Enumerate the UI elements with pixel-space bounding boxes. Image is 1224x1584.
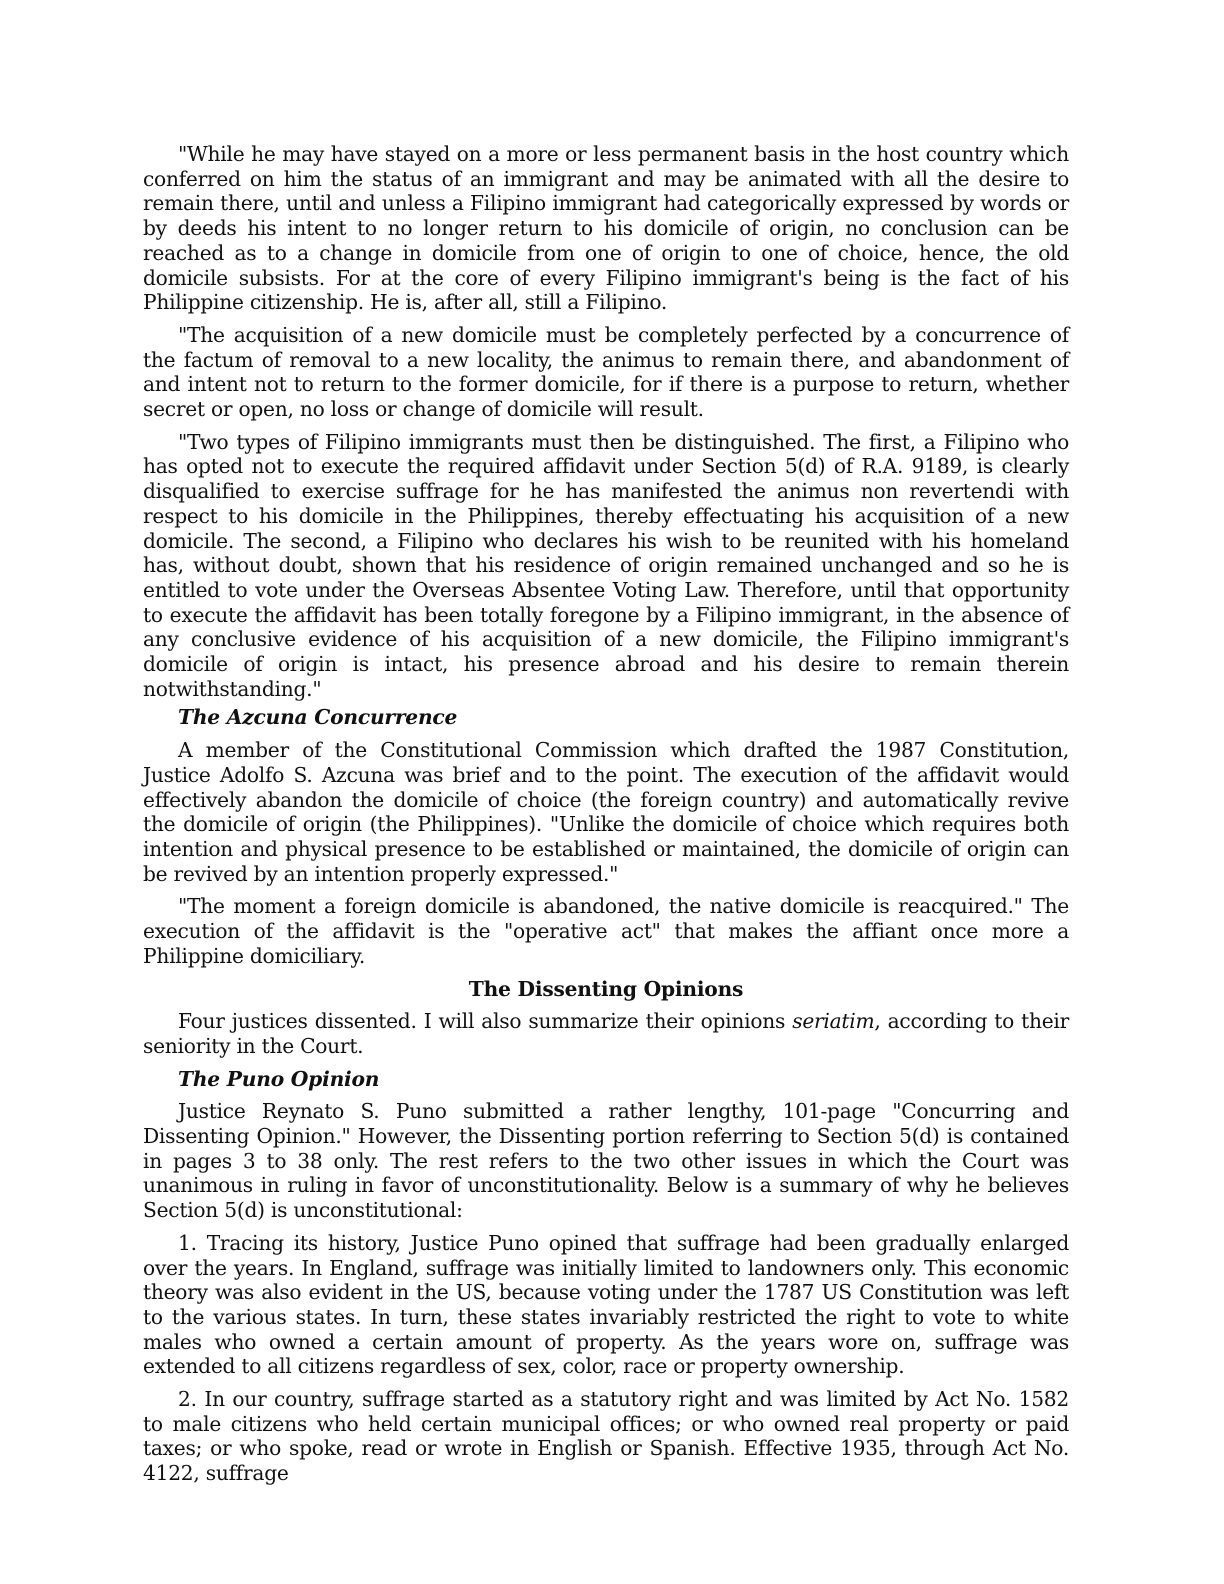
paragraph-item-2-our-country: 2. In our country, suffrage started as a statutory right and was limited by Act No. 1582 to male citizens who held certain municipal offices; or who owned real property or paid taxes; or who spoke, read or wrote in English or Spanish. Effective 1935, through Act No. 4122, suffrage <box>143 1387 1069 1486</box>
paragraph-text-start: Four justices dissented. I will also summarize their opinions <box>178 1009 793 1034</box>
paragraph-azcuna-summary: A member of the Constitutional Commission which drafted the 1987 Constitution, Justice Adolfo S. Azcuna was brief and to the point. The execution of the affidavit would effectively abandon the domicile of choice (the foreign country) and automatically revive the domicile of origin (the Philippines). "Unlike the domicile of choice which requires both intention and physical presence to be established or maintained, the domicile of origin can be revived by an intention properly expressed." <box>143 738 1069 886</box>
heading-azcuna-concurrence: The Azcuna Concurrence <box>178 705 458 730</box>
italic-term-seriatim: seriatim <box>792 1009 875 1034</box>
document-page <box>143 142 1069 1494</box>
paragraph-quote-acquisition-new-domicile: "The acquisition of a new domicile must be completely perfected by a concurrence of the factum of removal to a new locality, the animus to remain there, and abandonment of and intent not to return to the former domicile, for if there is a purpose to return, whether secret or open, no loss or change of domicile will result. <box>143 322 1069 422</box>
heading-dissenting-opinions: The Dissenting Opinions <box>468 976 744 1001</box>
paragraph-item-1-history: 1. Tracing its history, Justice Puno opined that suffrage had been gradually enlarged over the years. In England, suffrage was initially limited to landowners only. This economic theory was also evident in the US, because voting under the 1787 US Constitution was left to the various states. In turn, these states invariably restricted the right to vote to white males who owned a certain amount of property. As the years wore on, suffrage was extended to all citizens regardless of sex, color, race or property ownership. <box>143 1230 1069 1379</box>
paragraph-native-domicile-reacquired: "The moment a foreign domicile is abandoned, the native domicile is reacquired." The execution of the affidavit is the "operative act" that makes the affiant once more a Philippine domiciliary. <box>143 894 1069 968</box>
paragraph-puno-summary: Justice Reynato S. Puno submitted a rather lengthy, 101-page "Concurring and Dissenting Opinion." However, the Dissenting portion referring to Section 5(d) is contained in pages 3 to 38 only. The rest refers to the two other issues in which the Court was unanimous in ruling in favor of unconstitutionality. Below is a summary of why he believes Section 5(d) is unconstitutional: <box>143 1099 1069 1223</box>
heading-puno-opinion: The Puno Opinion <box>178 1066 380 1091</box>
paragraph-four-justices-dissented <box>143 1009 1069 1058</box>
paragraph-quote-two-types-immigrants: "Two types of Filipino immigrants must then be distinguished. The first, a Filipino who has opted not to execute the required affidavit under Section 5(d) of R.A. 9189, is clearly disqualified to exercise suffrage for he has manifested the animus non revertendi with respect to his domicile in the Philippines, thereby effectuating his acquisition of a new domicile. The second, a Filipino who declares his wish to be reunited with his homeland has, without doubt, shown that his residence of origin remained unchanged and so he is entitled to vote under the Overseas Absentee Voting Law. Therefore, until that opportunity to execute the affidavit has been totally foregone by a Filipino immigrant, in the absence of any conclusive evidence of his acquisition of a new domicile, the Filipino immigrant's domicile of origin is intact, his presence abroad and his desire to remain therein notwithstanding." <box>143 429 1069 701</box>
paragraph-quote-domicile-subsists: "While he may have stayed on a more or less permanent basis in the host country which conferred on him the status of an immigrant and may be animated with all the desire to remain there, until and unless a Filipino immigrant had categorically expressed by words or by deeds his intent to no longer return to his domicile of origin, no conclusion can be reached as to a change in domicile from one of origin to one of choice, hence, the old domicile subsists. For at the core of every Filipino immigrant's being is the fact of his Philippine citizenship. He is, after all, still a Filipino. <box>143 142 1069 315</box>
paragraph-text-end: , according to their seniority in the Court. <box>143 1009 1070 1058</box>
